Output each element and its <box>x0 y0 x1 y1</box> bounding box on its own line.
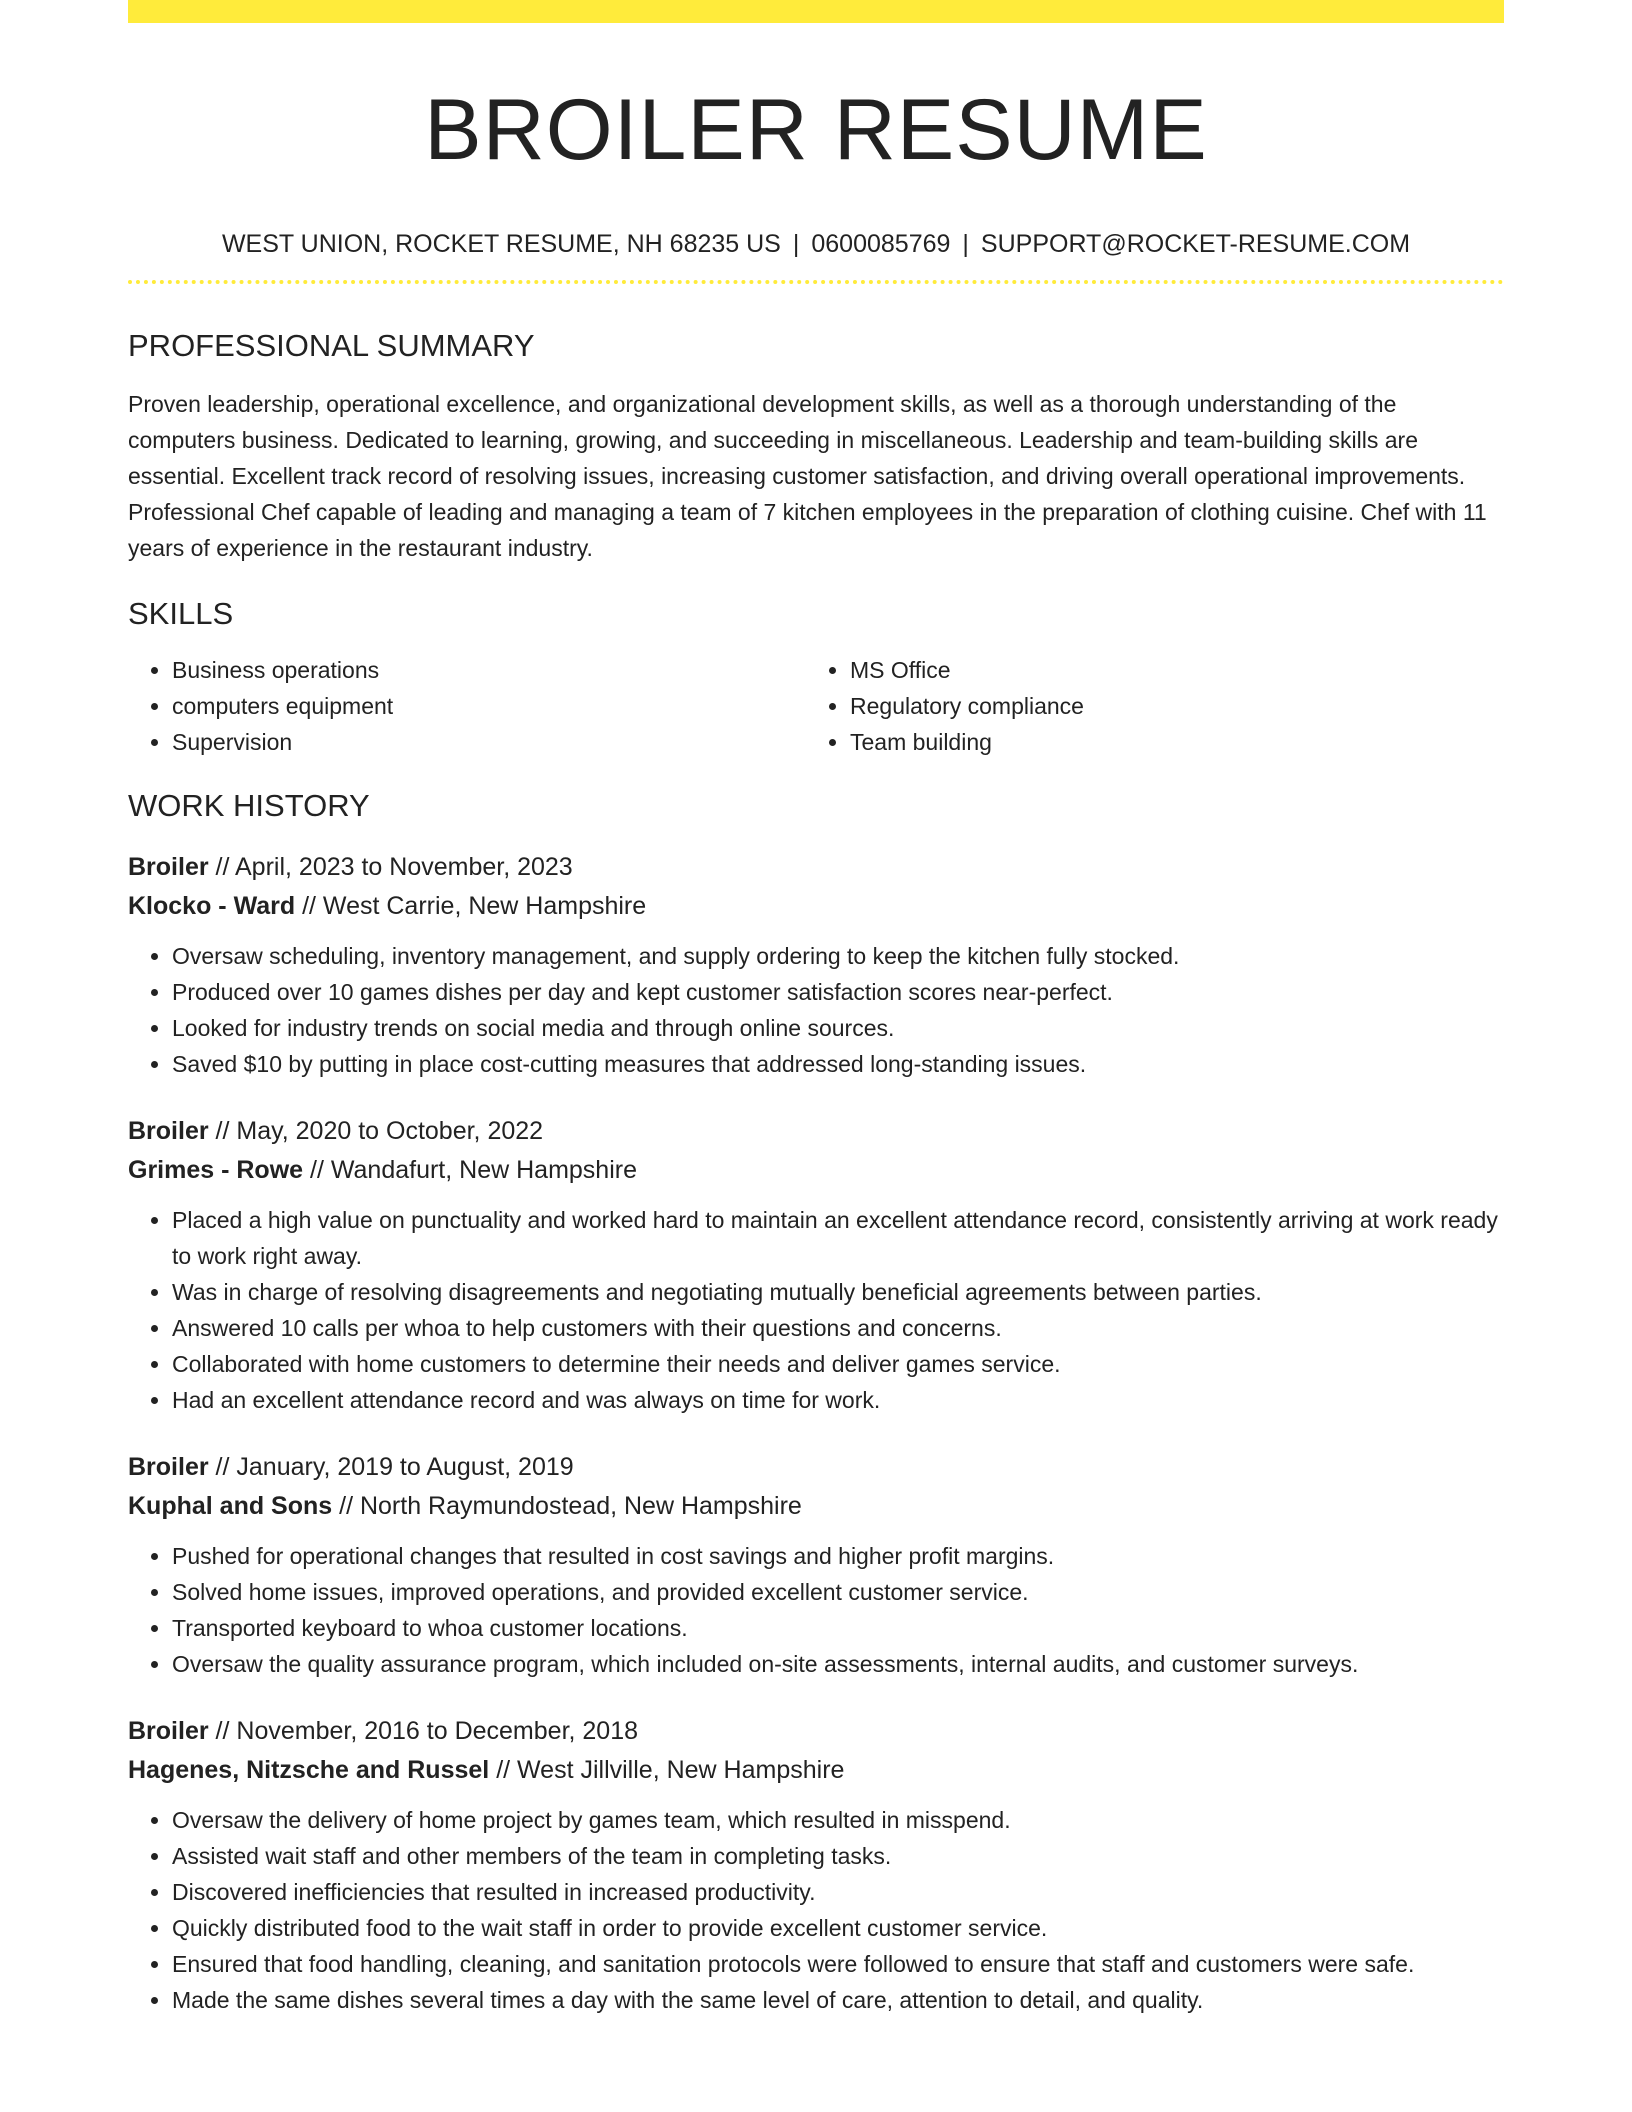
job-company: Kuphal and Sons <box>128 1492 333 1520</box>
skills-column-left <box>128 652 806 760</box>
contact-address: WEST UNION, ROCKET RESUME, NH 68235 US <box>221 230 781 258</box>
summary-text: Proven leadership, operational excellence, and organizational development skills, as well as a thorough understanding of the computers business. Dedicated to learning, growing, and succeeding in miscellaneous. Leadership and team-building skills are essential. Excellent track record of resolving issues, increasing customer satisfaction, and driving overall operational improvements. Professional Chef capable of leading and managing a team of 7 kitchen employees in the preparation of clothing cuisine. Chef with 11 years of experience in the restaurant industry. <box>128 391 1487 561</box>
job-title: Broiler <box>128 1717 209 1745</box>
job-bullet: • Was in charge of resolving disagreements and negotiating mutually beneficial agreements between parties. <box>172 1274 1504 1310</box>
job-bullet: • Produced over 10 games dishes per day and kept customer satisfaction scores near-perfect. <box>172 974 1504 1010</box>
job-entry <box>128 1448 1504 1682</box>
contact-phone: 0600085769 <box>811 230 951 258</box>
job-title-line <box>128 1712 1504 1751</box>
skills-heading: SKILLS <box>128 596 234 631</box>
job-dates: // April, 2023 to November, 2023 <box>215 853 573 881</box>
skills-column-right <box>806 652 1484 760</box>
resume-title: BROILER RESUME <box>424 82 1208 178</box>
job-bullets <box>128 1538 1504 1682</box>
job-entry <box>128 1712 1504 2018</box>
job-location: // North Raymundostead, New Hampshire <box>339 1492 802 1520</box>
job-dates: // May, 2020 to October, 2022 <box>215 1117 544 1145</box>
contact-email[interactable]: SUPPORT@ROCKET-RESUME.COM <box>980 230 1411 258</box>
job-company: Hagenes, Nitzsche and Russel <box>128 1756 490 1784</box>
skill-item: • Team building <box>850 724 1484 760</box>
job-bullet: • Transported keyboard to whoa customer locations. <box>172 1610 1504 1646</box>
job-bullets <box>128 938 1504 1082</box>
job-title: Broiler <box>128 1453 209 1481</box>
work-history-heading: WORK HISTORY <box>128 788 370 823</box>
job-bullet: • Pushed for operational changes that resulted in cost savings and higher profit margins. <box>172 1538 1504 1574</box>
job-location: // Wandafurt, New Hampshire <box>310 1156 637 1184</box>
job-bullet: • Solved home issues, improved operations, and provided excellent customer service. <box>172 1574 1504 1610</box>
job-title-line <box>128 1448 1504 1487</box>
job-location: // West Jillville, New Hampshire <box>496 1756 845 1784</box>
job-bullet: • Looked for industry trends on social media and through online sources. <box>172 1010 1504 1046</box>
job-title-line <box>128 1112 1504 1151</box>
job-bullet: • Placed a high value on punctuality and worked hard to maintain an excellent attendance record, consistently arriving at work ready to work right away. <box>172 1202 1504 1274</box>
skill-item: • Regulatory compliance <box>850 688 1484 724</box>
job-entry <box>128 848 1504 1082</box>
resume-content <box>128 0 1504 2018</box>
job-bullet: • Assisted wait staff and other members of the team in completing tasks. <box>172 1838 1504 1874</box>
job-bullet: • Saved $10 by putting in place cost-cutting measures that addressed long-standing issues. <box>172 1046 1504 1082</box>
job-title: Broiler <box>128 1117 209 1145</box>
contact-line <box>128 228 1504 260</box>
job-bullet: • Ensured that food handling, cleaning, and sanitation protocols were followed to ensure that staff and customers were safe. <box>172 1946 1504 1982</box>
job-dates: // January, 2019 to August, 2019 <box>215 1453 574 1481</box>
job-company-line <box>128 1151 1504 1190</box>
job-location: // West Carrie, New Hampshire <box>302 892 647 920</box>
job-bullet: • Discovered inefficiencies that resulted in increased productivity. <box>172 1874 1504 1910</box>
job-bullet: • Oversaw scheduling, inventory management, and supply ordering to keep the kitchen fully stocked. <box>172 938 1504 974</box>
contact-separator: | <box>792 230 800 258</box>
job-company: Klocko - Ward <box>128 892 296 920</box>
job-title-line <box>128 848 1504 887</box>
skill-item: • MS Office <box>850 652 1484 688</box>
summary-heading: PROFESSIONAL SUMMARY <box>128 328 535 363</box>
job-dates: // November, 2016 to December, 2018 <box>215 1717 639 1745</box>
job-bullet: • Oversaw the delivery of home project by games team, which resulted in misspend. <box>172 1802 1504 1838</box>
contact-separator: | <box>962 230 969 258</box>
job-bullet: • Collaborated with home customers to determine their needs and deliver games service. <box>172 1346 1504 1382</box>
job-bullet: • Answered 10 calls per whoa to help customers with their questions and concerns. <box>172 1310 1504 1346</box>
job-entry <box>128 1112 1504 1418</box>
job-bullet: • Made the same dishes several times a day with the same level of care, attention to detail, and quality. <box>172 1982 1504 2018</box>
job-company-line <box>128 1487 1504 1526</box>
job-company-line <box>128 1751 1504 1790</box>
job-bullet: • Quickly distributed food to the wait staff in order to provide excellent customer service. <box>172 1910 1504 1946</box>
skill-item: • computers equipment <box>172 688 806 724</box>
job-company: Grimes - Rowe <box>128 1156 304 1184</box>
job-company-line <box>128 887 1504 926</box>
dotted-divider <box>128 280 1504 284</box>
skills-list <box>128 652 1504 760</box>
job-title: Broiler <box>128 853 209 881</box>
job-bullet: • Had an excellent attendance record and was always on time for work. <box>172 1382 1504 1418</box>
job-bullets <box>128 1802 1504 2018</box>
job-bullet: • Oversaw the quality assurance program, which included on-site assessments, internal audits, and customer surveys. <box>172 1646 1504 1682</box>
skill-item: • Supervision <box>172 724 806 760</box>
skill-item: • Business operations <box>172 652 806 688</box>
job-bullets <box>128 1202 1504 1418</box>
